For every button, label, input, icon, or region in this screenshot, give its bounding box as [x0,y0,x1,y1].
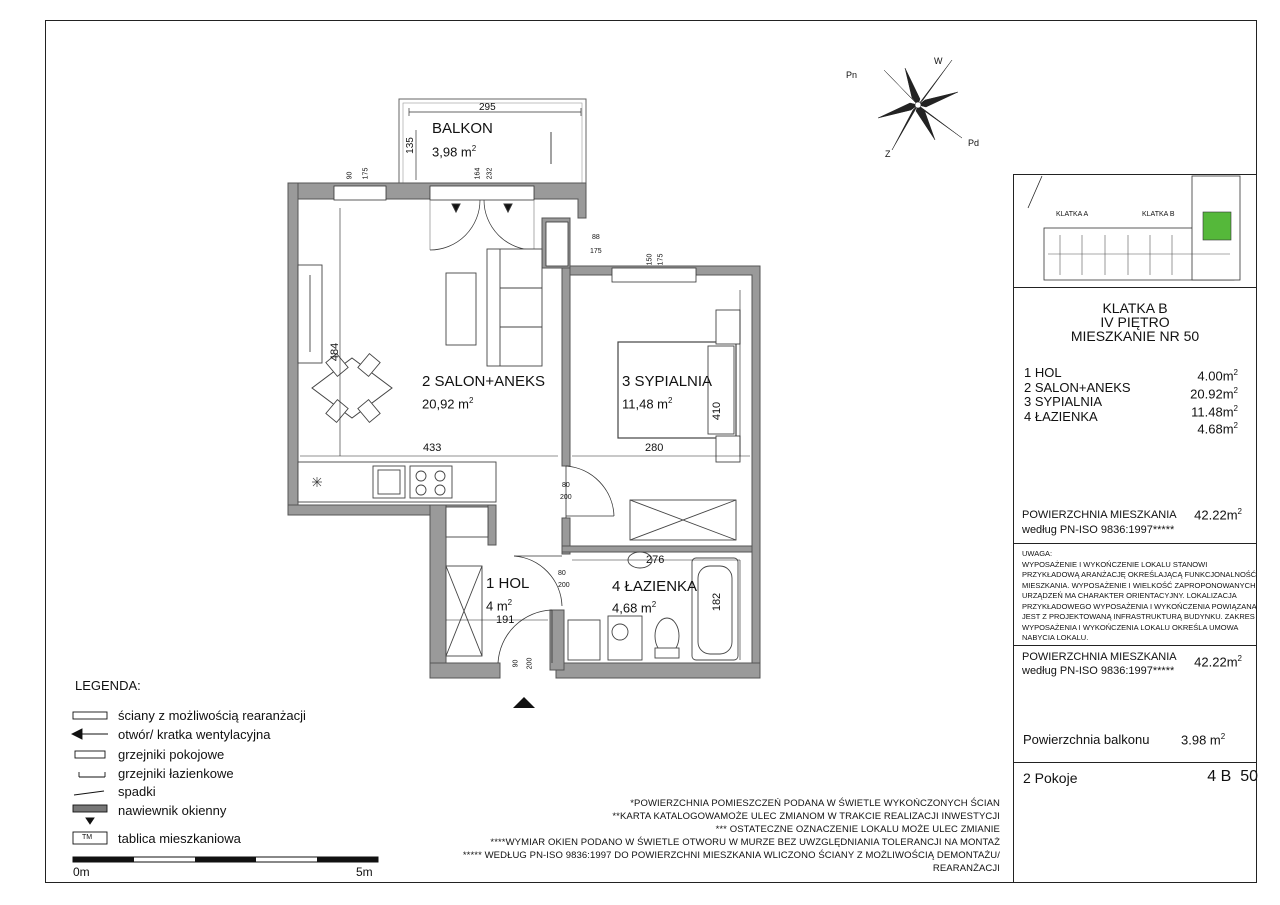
win4-height: 175 [657,253,665,266]
panel-note-line: JEST Z PROJEKTOWANĄ INFRASTRUKTURĄ BUDYNKU. ZAKRES [1022,612,1255,621]
panel-total2-label-line: POWIERZCHNIA MIESZKANIA [1022,651,1177,663]
compass-south-label: Z [885,149,891,159]
scale-bar [73,857,378,862]
room-name-sypialnia: 3 SYPIALNIA [622,373,713,390]
panel-room-name: 2 SALON+ANEKS [1024,379,1131,395]
dim-balkon-width: 295 [479,102,496,113]
panel-room-area: $4.68m^2$ [1197,421,1238,437]
room-name-salon: 2 SALON+ANEKS [422,373,545,390]
legend-tm-label: TM [82,834,93,841]
dim-lazienka-width: 276 [646,554,665,566]
door1-width: 80 [562,482,570,489]
legend-item-window-vent: nawiewnik okienny [118,803,227,818]
legend-item-ventilation: otwór/ kratka wentylacyjna [118,727,271,742]
legend-item-rearrangeable-walls: ściany z możliwością rearanżacji [118,708,306,723]
panel-room-names [1024,366,1131,424]
room-area-sypialnia: 11,48 $m^2$ [622,396,673,412]
panel-total-value: $42.22m^2$ [1194,507,1242,523]
panel-room-name: 4 ŁAZIENKA [1024,408,1098,424]
dim-hol-width: 191 [496,614,515,626]
panel-header-floor: IV PIĘTRO [1100,314,1170,330]
panel-room-areas [1190,366,1238,437]
compass-rose [878,60,962,150]
win3-width: 88 [592,234,600,241]
panel-total2-label-line: według PN-ISO 9836:1997***** [1022,665,1175,677]
dim-salon-depth: 484 [329,342,342,362]
panel-balcony-value: 3.98 $m^2$ [1181,732,1226,748]
panel-note-line: WYPOSAŻENIA I WYKOŃCZENIA LOKALU OKREŚLA UMOWA [1022,622,1239,632]
panel-note-line: PRZYKŁADOWĄ ARANŻACJĘ OKREŚLAJĄCĄ FUNKCJONALNOŚĆ [1022,570,1257,579]
scale-end-label: 5m [356,865,373,879]
panel-header-stair: KLATKA B [1102,300,1168,316]
legend-item-bathroom-radiators: grzejniki łazienkowe [118,766,234,781]
dim-salon-width: 433 [423,442,442,454]
room-area-lazienka: 4,68 $m^2$ [612,600,657,616]
dim-sypialnia-depth: 410 [711,401,724,421]
win4-width: 150 [646,253,654,266]
dim-lazienka-depth: 182 [711,592,724,612]
door2-width: 80 [558,570,566,577]
panel-total2-label [1022,650,1177,678]
compass-north-label: Pn [846,70,858,80]
footnote-2: **KARTA KATALOGOWAMOŻE ULEC ZMIANOM W TRAKCIE REALIZACJI INWESTYCJI [612,811,1000,822]
footnote-4: ****WYMIAR OKIEN PODANO W ŚWIETLE OTWORU W MURZE BEZ UWZGLĘDNIANIA TOLERANCJI NA MONTAŻ [490,837,1000,848]
win2-width: 164 [474,167,482,180]
panel-divider [1013,762,1257,763]
panel-header [1013,301,1257,343]
door2-height: 200 [558,582,570,589]
panel-room-area: $20.92m^2$ [1190,385,1238,402]
win1-height: 175 [362,167,370,180]
panel-note [1022,549,1257,644]
panel-divider [1013,645,1257,646]
panel-note-line: URZĄDZEŃ MA CHARAKTER ORIENTACYJNY. LOKALIZACJA [1022,591,1237,600]
room-area-balkon: 3,98 $m^2$ [432,144,477,160]
panel-rooms-count: 2 Pokoje [1023,770,1078,786]
panel-note-line: PRZYKŁADOWEGO WYPOSAŻENIA I WYKOŃCZENIA POWIĄZANA [1022,601,1257,611]
dim-balkon-depth: 135 [404,137,416,154]
panel-total2-value: $42.22m^2$ [1194,654,1242,670]
panel-room-area: $11.48m^2$ [1191,403,1238,419]
panel-room-name: 1 HOL [1024,365,1062,380]
key-plan-label-b: KLATKA B [1142,211,1175,218]
compass-west-label: Pd [968,138,980,148]
compass-east-label: W [934,56,943,66]
entrance-marker [513,697,535,708]
footnote-3: *** OSTATECZNE OZNACZENIE LOKALU MOŻE ULEC ZMIANIE [715,824,1000,835]
panel-note-line: WYPOSAŻENIE I WYKOŃCZENIE LOKALU STANOWI [1022,559,1208,569]
legend-item-slopes: spadki [118,784,156,799]
footnote-5: ***** WEDŁUG PN-ISO 9836:1997 DO POWIERZCHNI MIESZKANIA WLICZONO ŚCIANY Z MOŻLIWOŚCIĄ DEMONTAŻU/ [462,850,1000,861]
room-area-salon: 20,92 $m^2$ [422,396,474,412]
legend-title: LEGENDA: [75,678,141,693]
room-name-hol: 1 HOL [486,575,530,592]
door1-height: 200 [560,494,572,501]
panel-total-label [1022,508,1177,538]
dim-sypialnia-width: 280 [645,442,664,454]
key-plan-label-a: KLATKA A [1056,211,1089,218]
panel-total-label-line: POWIERZCHNIA MIESZKANIA [1022,509,1177,521]
win1-width: 90 [346,171,354,180]
panel-divider [1013,543,1257,544]
footnote-1: *POWIERZCHNIA POMIESZCZEŃ PODANA W ŚWIETLE WYKOŃCZONYCH ŚCIAN [630,798,1000,809]
legend-item-apartment-sign: tablica mieszkaniowa [118,831,241,846]
door3-width: 90 [512,659,520,668]
panel-total-label-line: według PN-ISO 9836:1997***** [1022,524,1175,536]
panel-room-area: $4.00m^2$ [1197,368,1238,384]
win2-height: 232 [486,167,494,180]
panel-divider [1013,287,1257,288]
door3-height: 200 [526,657,534,670]
room-name-lazienka: 4 ŁAZIENKA [612,578,698,595]
room-area-hol: 4 $m^2$ [486,598,513,614]
win3-height: 175 [590,248,602,255]
legend-symbols [72,712,108,844]
panel-room-name: 3 SYPIALNIA [1024,394,1103,409]
panel-note-title: UWAGA: [1022,549,1053,558]
panel-header-apartment: MIESZKANIE NR 50 [1070,328,1200,344]
scale-start-label: 0m [73,865,90,879]
panel-note-line: NABYCIA LOKALU. [1022,633,1089,642]
footnote-6: REARANŻACJI [932,863,1000,874]
room-name-balkon: BALKON [432,120,493,137]
legend-item-room-radiators: grzejniki pokojowe [118,747,225,762]
furniture [298,249,740,660]
panel-note-line: MIESZKANIA. WYPOSAŻENIE I WIELKOŚĆ ZAPROPONOWANYCH [1022,580,1256,590]
panel-apartment-code: 4 B 50 [1207,768,1258,785]
panel-balcony-label: Powierzchnia balkonu [1023,732,1150,747]
